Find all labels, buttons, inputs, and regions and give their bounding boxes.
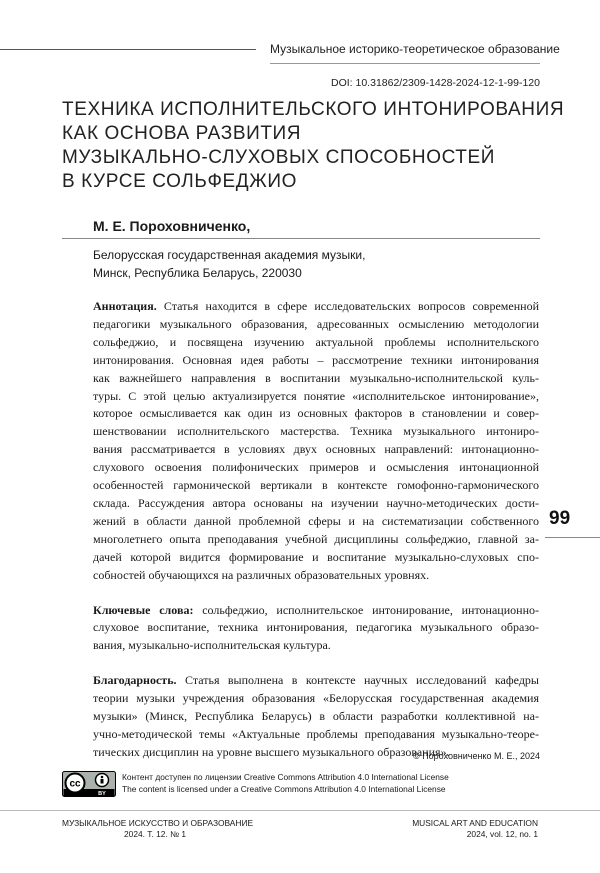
abstract-line: собностей обучающихся на различных образовательных уровнях. <box>93 567 430 582</box>
footer-right <box>412 818 538 840</box>
abstract-line: шенствовании исполнительского мастерства. Техника музыкального интониро- <box>93 424 539 439</box>
svg-text:cc: cc <box>69 778 81 790</box>
license-notice <box>122 771 449 795</box>
abstract-line: склада. Рассуждения автора основаны на изучении научно-методических дости- <box>93 495 539 510</box>
title-line: В КУРСЕ СОЛЬФЕДЖИО <box>62 171 298 192</box>
abstract-line: туры. С этой целью актуализируется понятие «исполнительское интонирование», <box>93 388 539 403</box>
title-line: ТЕХНИКА ИСПОЛНИТЕЛЬСКОГО ИНТОНИРОВАНИЯ <box>62 99 565 120</box>
creative-commons-icon <box>66 774 85 793</box>
acknowledgement-line: теории музыки учреждения образования «Белорусская государственная академия <box>93 691 539 706</box>
abstract-line: дачей которой видится формирование и воспитание музыкально-слуховых спо- <box>93 549 539 564</box>
footer-issue-ru: 2024. Т. 12. № 1 <box>124 829 187 839</box>
cc-by-badge[interactable] <box>62 771 116 797</box>
acknowledgement-line: музыки» (Минск, Республика Беларусь) в области разработки коллективной на- <box>93 709 539 724</box>
affiliation-line: Белорусская государственная академия музыки, <box>93 248 366 262</box>
abstract-line: вания рассматривается в условиях двух основных направлений: интонационно- <box>93 442 539 457</box>
abstract-line: как важнейшего направления в воспитании музыкально-исполнительской куль- <box>93 370 539 385</box>
affiliation <box>93 246 365 282</box>
doi[interactable]: DOI: 10.31862/2309-1428-2024-12-1-99-120 <box>331 77 540 89</box>
footer-journal-ru: МУЗЫКАЛЬНОЕ ИСКУССТВО И ОБРАЗОВАНИЕ <box>62 818 254 828</box>
author-name: М. Е. Пороховниченко, <box>93 218 251 234</box>
license-line-ru[interactable]: Контент доступен по лицензии Creative Commons Attribution 4.0 International License <box>122 772 449 782</box>
footer-rule <box>0 810 600 811</box>
keywords-line: вания, музыкально-исполнительская культура. <box>93 638 331 653</box>
affiliation-line: Минск, Республика Беларусь, 220030 <box>93 266 302 280</box>
abstract-line: сольфеджио, и посвящена изучению актуальной проблемы исполнительского <box>93 334 539 349</box>
attribution-person-icon <box>96 774 109 787</box>
acknowledgement-line: тических дисциплин на уровне высшего музыкального образования». <box>93 744 450 759</box>
acknowledgement-first-line: Благодарность. Статья выполнена в контексте научных исследований кафедры <box>93 673 539 688</box>
author-rule <box>62 238 540 239</box>
page-number-rule <box>545 537 600 538</box>
keywords-label: Ключевые слова: <box>93 602 194 617</box>
abstract-line: слухового освоения полифонических примеров и осмысления интонационной <box>93 460 539 475</box>
badge-by-text: BY <box>98 791 106 797</box>
title-line: МУЗЫКАЛЬНО-СЛУХОВЫХ СПОСОБНОСТЕЙ <box>62 147 496 168</box>
article-title <box>62 98 565 194</box>
abstract-line: особенностей гармонической вертикали в контексте гомофонно-гармонического <box>93 478 539 493</box>
abstract-first-line: Аннотация. Статья находится в сфере исследовательских вопросов современной <box>93 299 539 313</box>
header-rule-right <box>270 63 540 64</box>
abstract-line: интонирования. Основная идея работы – рассмотрение техники интонирования <box>93 352 539 367</box>
acknowledgement-line: учно-методической темы «Актуальные проблемы преподавания музыкально-теоре- <box>93 726 539 741</box>
abstract-line: педагогики музыкального образования, адресованных осмыслению методологии <box>93 316 539 331</box>
abstract-line: которое осмысливается как один из основных факторов в становлении и совер- <box>93 406 539 421</box>
page-number: 99 <box>549 508 571 529</box>
copyright: © Пороховниченко М. Е., 2024 <box>413 751 540 761</box>
footer-issue-en: 2024, vol. 12, no. 1 <box>466 829 538 839</box>
keywords-line: слуховое воспитание, техника интонирования, педагогика музыкального образо- <box>93 620 539 635</box>
header-rule-left <box>0 49 256 50</box>
acknowledgement-label: Благодарность. <box>93 673 177 688</box>
keywords-first-line: Ключевые слова: сольфеджио, исполнительское интонирование, интонационно- <box>93 602 539 617</box>
abstract-label: Аннотация. <box>93 299 157 313</box>
section-title: Музыкальное историко-теоретическое образование <box>270 42 560 56</box>
abstract-block <box>93 298 539 762</box>
footer-left <box>62 818 253 840</box>
abstract-line: жений в области данной проблемной сферы и на систематизации собственного <box>93 513 539 528</box>
title-line: КАК ОСНОВА РАЗВИТИЯ <box>62 123 302 144</box>
abstract-line: многолетнего опыта преподавания учебной дисциплины сольфеджио, главной за- <box>93 531 539 546</box>
footer-journal-en: MUSICAL ART AND EDUCATION <box>412 818 538 828</box>
license-line-en[interactable]: The content is licensed under a Creative Commons Attribution 4.0 International License <box>122 784 446 794</box>
paragraph-spacer <box>93 585 539 602</box>
paragraph-spacer <box>93 655 539 672</box>
